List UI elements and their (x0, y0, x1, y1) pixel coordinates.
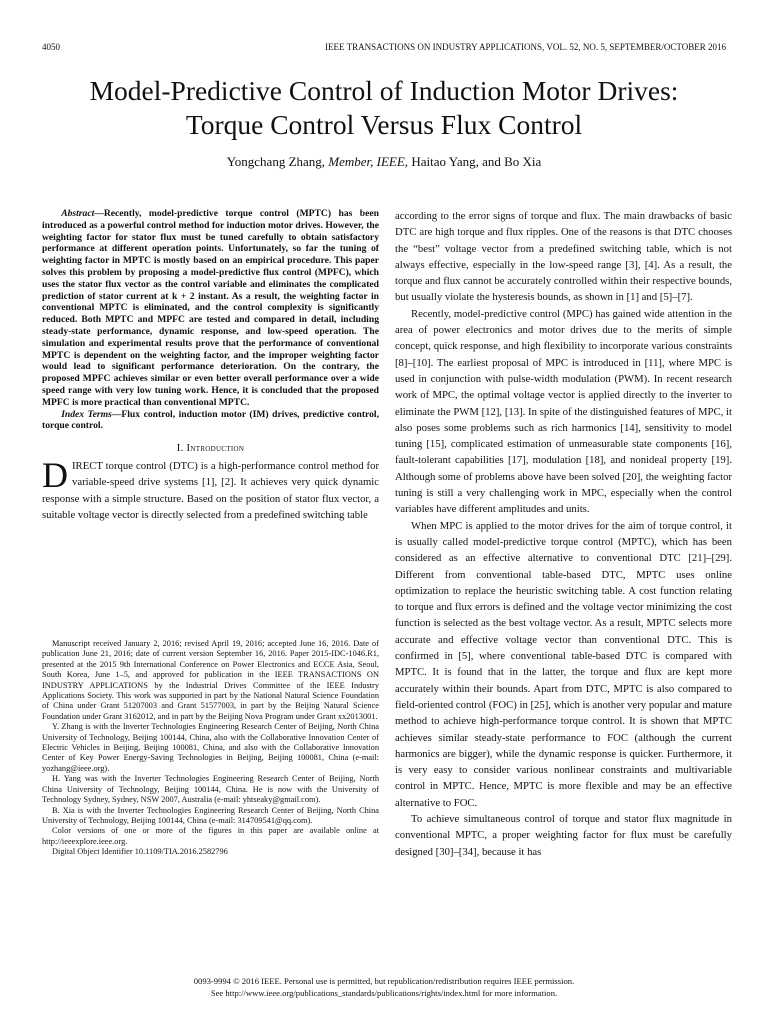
footnote-manuscript: Manuscript received January 2, 2016; revised April 19, 2016; accepted June 16, 2016. Date of publication June 21, 2016; date of current version September 16, 2016. Paper 2015-IDC-1046.R1, presented at the 2015 9th International Conference on Power Electronics and ECCE Asia, Seoul, South Korea, June 1–5, and approved for publication in the IEEE TRANSACTIONS ON INDUSTRY APPLICATIONS by the Industrial Drives Committee of the IEEE Industry Applications Society. This work was supported in part by the National Natural Science Foundation of China under Grant 51207003 and Grant 51577003, in part by the Beijing Natural Science Foundation under Grant 3162012, and in part by the Beijing Nova Program under Grant xx2013001. (42, 639, 379, 721)
left-column (42, 208, 379, 523)
index-terms (42, 409, 379, 433)
footnote-author-xia: B. Xia is with the Inverter Technologies Engineering Research Center of Beijing, North China University of Technology, Beijing 100144, China (e-mail: 314709541@qq.com). (42, 805, 379, 825)
journal-header: IEEE TRANSACTIONS ON INDUSTRY APPLICATIONS, VOL. 52, NO. 5, SEPTEMBER/OCTOBER 2016 (325, 42, 726, 52)
copyright-line-2: See http://www.ieee.org/publications_standards/publications/rights/index.html for more information. (210, 988, 558, 998)
paragraph: according to the error signs of torque and flux. The main drawbacks of basic DTC are high torque and flux ripples. One of the reasons is that DTC chooses the “best” voltage vector from a predefined switching table, which is not always effective, especially in the low-speed range [3], [4]. As a result, the torque and flux cannot be accurately controlled within their respective bounds, but usually violate the hysteresis bounds, as shown in [1] and [5]–[7]. (395, 210, 732, 304)
author-line (30, 154, 738, 170)
footnote-author-yang: H. Yang was with the Inverter Technologies Engineering Research Center of Beijing, North China University of Technology, Beijing 100144, China. He is now with the University of Technology Sydney, Sydney, NSW 2007, Australia (e-mail: yhtseaky@gmail.com). (42, 774, 379, 805)
footnote-author-zhang: Y. Zhang is with the Inverter Technologies Engineering Research Center of Beijing, North China University of Technology, Beijing 100144, China, also with the Collaborative Innovation Center of Electric Vehicles in Beijing, Beijing 100081, China, and also with the Collaborative Innovation Center of Key Power Energy-Saving Technologies in Beijing, Beijing 100081, China (e-mail: yozhang@ieee.org). (42, 722, 379, 773)
drop-cap: D (42, 455, 68, 496)
abstract (42, 208, 379, 409)
paragraph: When MPC is applied to the motor drives for the aim of torque control, it is usually called model-predictive torque control (MPTC), which has been considered as an effective alternative to conventional DTC [21]–[29]. Different from conventional table-based DTC, MPTC uses online optimization to replace the heuristic switching table. A cost function relating to torque and flux errors is defined and the voltage vector minimizing the cost function is selected as the best voltage vector. As a result, MPTC selects more accurate and effective voltage vector than conventional DTC. This is confirmed in [5], where conventional table-based DTC is compared with MPTC. It is found that in the latter, the torque and flux are kept more accurately within their bounds. Apart from DTC, MPTC is also compared to field-oriented control (FOC) in [25], which is another very popular and mature method to achieve high-performance torque control. It is shown that MPTC achieves similar steady-state performance to FOC (although the current harmonics are bigger), while the dynamic response is quicker. Furthermore, it is very easy to consider various nonlinear constraints and multivariable control in MPTC. Hence, MPTC is more flexible and may be an effective alternative to FOC. (395, 519, 732, 809)
section-heading: I. Introduction (176, 442, 245, 455)
author-membership: Member, IEEE, (328, 154, 409, 169)
title-line-2: Torque Control Versus Flux Control (185, 109, 583, 140)
paragraph: Recently, model-predictive control (MPC) has gained wide attention in the area of power electronics and motor drives due to the merits of simple concept, quick response, and high flexibility to incorporate various constraints [8]–[10]. The earliest proposal of MPC is introduced in [11], where MPC is used in conjunction with pulse-width modulation (PWM). In recent research work of MPC, the optimal voltage vector is applied directly to the inverter to eliminate the PWM [12], [13]. In spite of the distinguished features of MPC, it also poses some problems such as rich harmonics [14], sensitivity to model tuning [15], complicated estimation of unmeasurable state components [16], fault-tolerant capabilities [17], modulation [18], and nonideal property [19]. Although some of problems above have been solved [20], the weighting factor tuning is still a very challenging work in MPC, especially when the control variables have different amplitudes and units. (395, 307, 732, 516)
abstract-label: Abstract (61, 208, 95, 219)
copyright-line-1: 0093-9994 © 2016 IEEE. Personal use is permitted, but republication/redistribution requires IEEE permission. (193, 976, 575, 986)
footnote-color-figures: Color versions of one or more of the figures in this paper are available online at http://ieeexplore.ieee.org. (42, 826, 379, 846)
index-terms-label: Index Terms (61, 408, 112, 420)
copyright-notice (42, 975, 726, 999)
footnote-doi: Digital Object Identifier 10.1109/TIA.2016.2582796 (52, 847, 228, 857)
intro-text: IRECT torque control (DTC) is a high-performance control method for variable-speed drive systems [1], [2]. It achieves very quick dynamic response with a simple structure. Based on the position of stator flux vector, a suitable voltage vector is directly selected from a predefined switching table (42, 460, 379, 522)
page-number: 4050 (42, 42, 60, 52)
intro-paragraph (42, 455, 379, 523)
right-column (395, 208, 732, 860)
footnotes (42, 639, 379, 858)
author-name: Yongchang Zhang, (226, 154, 326, 169)
paper-title (30, 74, 738, 142)
coauthors: Haitao Yang, and Bo Xia (411, 154, 542, 169)
title-line-1: Model-Predictive Control of Induction Motor Drives: (89, 75, 679, 106)
index-terms-text: —Flux control, induction motor (IM) drives, predictive control, torque control. (42, 408, 379, 432)
paragraph: To achieve simultaneous control of torque and stator flux magnitude in conventional MPTC, a proper weighting factor for flux must be carefully designed [30]–[34], because it has (395, 812, 732, 858)
abstract-text: —Recently, model-predictive torque control (MPTC) has been introduced as a powerful control method for induction motor drives. However, the weighting factor for stator flux must be tuned carefully to obtain satisfactory performance at different operation points. Unfortunately, so far the tuning of weighting factor in MPTC is mostly based on an empirical procedure. This paper solves this problem by proposing a model-predictive flux control (MPFC), which uses the stator flux vector as the control variable and eliminates the complicated prediction of stator current at k + 2 instant. As a result, the weighting factor in conventional MPTC is eliminated, and the control complexity is significantly reduced. Both MPTC and MPFC are tested and compared in detail, including steady-state performance, dynamic response, and low-speed operation. The simulation and experimental results prove that the performance of conventional MPTC is dependent on the weighting factor, and the improper weighting factor would lead to significant performance deterioration. On the contrary, the proposed MPFC achieves similar or even better overall performance over a wide speed range with very low tuning work. Hence, it is concluded that the proposed MPFC is more practical than conventional MPTC. (42, 208, 379, 408)
